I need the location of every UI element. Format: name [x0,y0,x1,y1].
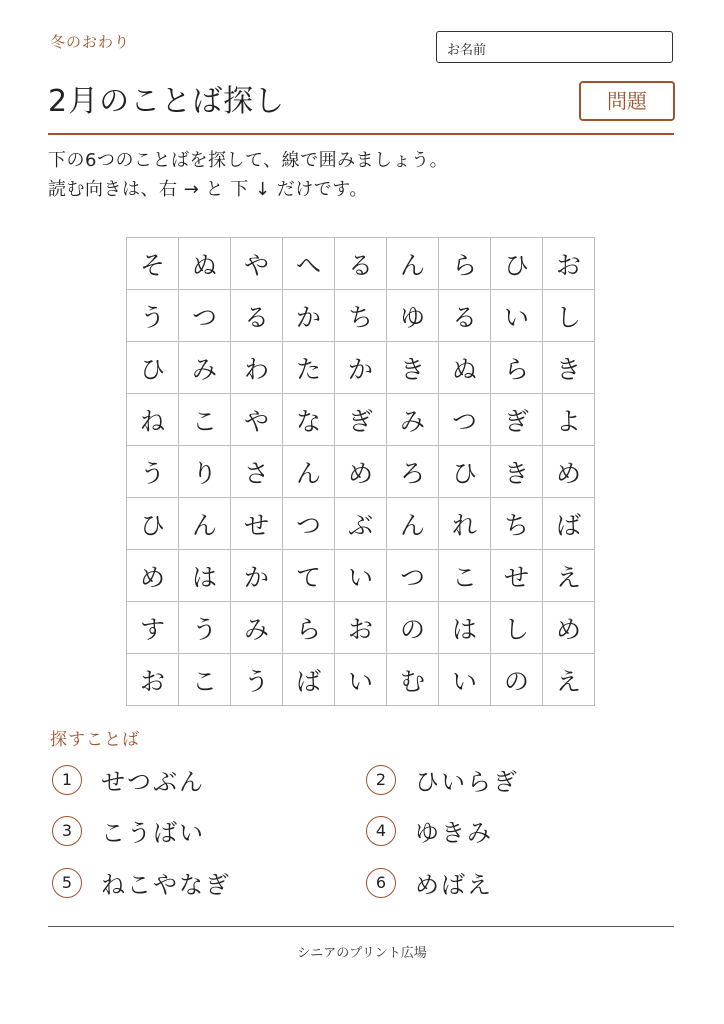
grid-cell[interactable]: る [439,290,491,342]
grid-cell[interactable]: ゆ [387,290,439,342]
grid-cell[interactable]: さ [231,446,283,498]
grid-cell[interactable]: ら [283,602,335,654]
grid-cell[interactable]: う [179,602,231,654]
grid-cell[interactable]: い [335,550,387,602]
grid-cell[interactable]: ひ [491,238,543,290]
category-label: 冬のおわり [50,33,131,51]
word-number-badge: 4 [366,816,396,846]
grid-cell[interactable]: よ [543,394,595,446]
grid-cell[interactable]: ぬ [439,342,491,394]
grid-cell[interactable]: ん [387,238,439,290]
grid-cell[interactable]: い [335,654,387,706]
grid-cell[interactable]: き [543,342,595,394]
grid-cell[interactable]: ん [283,446,335,498]
grid-cell[interactable]: こ [179,394,231,446]
word-text: ゆきみ [415,819,493,847]
word-text: ひいらぎ [415,768,519,796]
grid-row [127,290,595,342]
grid-cell[interactable]: め [127,550,179,602]
grid-cell[interactable]: ろ [387,446,439,498]
grid-cell[interactable]: え [543,654,595,706]
words-heading: 探すことば [50,730,140,750]
grid-cell[interactable]: る [231,290,283,342]
word-text: せつぶん [101,768,205,796]
grid-cell[interactable]: い [491,290,543,342]
grid-row [127,238,595,290]
grid-cell[interactable]: し [543,290,595,342]
grid-cell[interactable]: か [231,550,283,602]
word-text: ねこやなぎ [101,871,231,899]
grid-cell[interactable]: か [335,342,387,394]
grid-cell[interactable]: る [335,238,387,290]
word-text: こうばい [101,819,205,847]
grid-cell[interactable]: う [231,654,283,706]
grid-cell[interactable]: り [179,446,231,498]
grid-cell[interactable]: ら [439,238,491,290]
word-number-badge: 6 [366,868,396,898]
word-number-badge: 3 [52,816,82,846]
grid-cell[interactable]: ち [491,498,543,550]
grid-cell[interactable]: ぎ [491,394,543,446]
grid-cell[interactable]: は [179,550,231,602]
header-divider [48,133,674,135]
grid-row [127,394,595,446]
grid-cell[interactable]: う [127,446,179,498]
instruction-line: 下の6つのことばを探して、線で囲みましょう。 [48,150,449,171]
grid-cell[interactable]: う [127,290,179,342]
grid-cell[interactable]: き [387,342,439,394]
grid-cell[interactable]: つ [439,394,491,446]
grid-cell[interactable]: ば [543,498,595,550]
grid-cell[interactable]: え [543,550,595,602]
grid-cell[interactable]: せ [231,498,283,550]
grid-cell[interactable]: し [491,602,543,654]
grid-cell[interactable]: ひ [127,498,179,550]
grid-row [127,342,595,394]
grid-cell[interactable]: つ [283,498,335,550]
grid-cell[interactable]: こ [179,654,231,706]
grid-cell[interactable]: の [387,602,439,654]
grid-cell[interactable]: め [543,446,595,498]
grid-cell[interactable]: や [231,394,283,446]
page-title: 2月のことば探し [48,84,286,119]
grid-cell[interactable]: お [335,602,387,654]
grid-row [127,654,595,706]
grid-cell[interactable]: わ [231,342,283,394]
grid-cell[interactable]: ん [387,498,439,550]
grid-cell[interactable]: き [491,446,543,498]
word-search-grid [126,237,595,706]
problem-badge: 問題 [579,81,675,121]
word-number-badge: 1 [52,765,82,795]
grid-cell[interactable]: て [283,550,335,602]
grid-cell[interactable]: ひ [127,342,179,394]
grid-cell[interactable]: こ [439,550,491,602]
footer-divider [48,926,674,927]
grid-cell[interactable]: ぬ [179,238,231,290]
grid-cell[interactable]: か [283,290,335,342]
grid-cell[interactable]: ひ [439,446,491,498]
grid-cell[interactable]: れ [439,498,491,550]
grid-cell[interactable]: お [127,654,179,706]
grid-cell[interactable]: み [387,394,439,446]
word-number-badge: 5 [52,868,82,898]
grid-cell[interactable]: す [127,602,179,654]
grid-cell[interactable]: む [387,654,439,706]
footer-credit: シニアのプリント広場 [297,946,427,961]
word-number-badge: 2 [366,765,396,795]
grid-cell[interactable]: み [231,602,283,654]
grid-cell[interactable]: ち [335,290,387,342]
word-text: めばえ [415,871,493,899]
grid-cell[interactable]: ね [127,394,179,446]
grid-cell[interactable]: ん [179,498,231,550]
grid-row [127,498,595,550]
name-field[interactable] [436,31,673,63]
grid-cell[interactable]: ぶ [335,498,387,550]
grid-cell[interactable]: お [543,238,595,290]
instructions [48,146,448,204]
grid-cell[interactable]: み [179,342,231,394]
grid-cell[interactable]: ば [283,654,335,706]
grid-cell[interactable]: は [439,602,491,654]
grid-cell[interactable]: の [491,654,543,706]
grid-cell[interactable]: せ [491,550,543,602]
grid-cell[interactable]: や [231,238,283,290]
grid-cell[interactable]: な [283,394,335,446]
grid-cell[interactable]: ら [491,342,543,394]
grid-cell[interactable]: へ [283,238,335,290]
grid-row [127,446,595,498]
grid-cell[interactable]: め [335,446,387,498]
instruction-line: 読む向きは、右 → と 下 ↓ だけです。 [48,179,368,200]
grid-cell[interactable]: つ [179,290,231,342]
grid-cell[interactable]: ぎ [335,394,387,446]
grid-row [127,602,595,654]
grid-row [127,550,595,602]
grid-cell[interactable]: た [283,342,335,394]
grid-cell[interactable]: つ [387,550,439,602]
name-field-label: お名前 [447,43,487,58]
grid-cell[interactable]: そ [127,238,179,290]
grid-cell[interactable]: い [439,654,491,706]
grid-cell[interactable]: め [543,602,595,654]
